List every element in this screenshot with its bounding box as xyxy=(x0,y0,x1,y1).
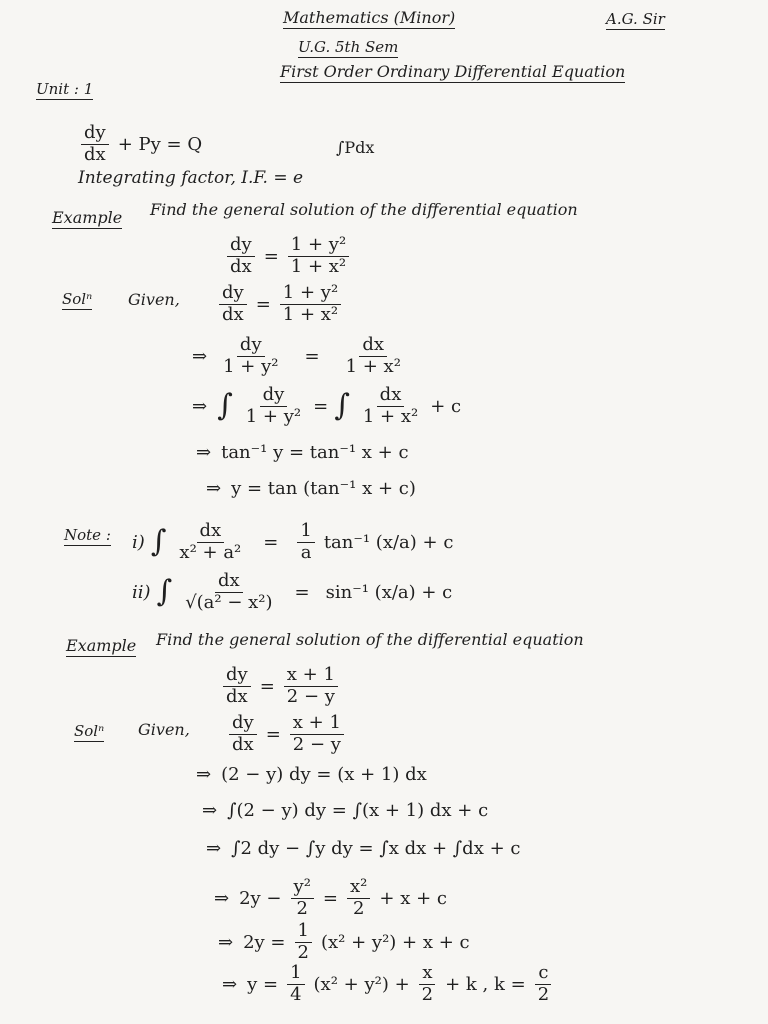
note-label: Note : xyxy=(64,526,111,544)
if-exponent: ∫Pdx xyxy=(336,138,375,157)
solution1-step4: ⇒ tan⁻¹ y = tan⁻¹ x + c xyxy=(196,442,409,463)
author-name: A.G. Sir xyxy=(606,10,665,28)
solution1-label: Solⁿ xyxy=(62,290,93,308)
solution2-step1: $\frac{dy}{dx}$ = $\frac{x + 1}{2 - y}$ xyxy=(226,714,347,755)
dy-numerator: dy xyxy=(81,124,109,145)
solution2-step6: ⇒ 2y = $\frac{1}{2}$ (x² + y²) + x + c xyxy=(218,920,470,963)
semester-label: U.G. 5th Sem xyxy=(298,38,399,56)
example2-label: Example xyxy=(66,636,137,655)
given1-word: Given, xyxy=(128,290,180,309)
solution2-step5: ⇒ 2y − $\frac{\text{y²}}{2}$ = $\frac{\text{x²}}{2}$ + x + c xyxy=(214,876,447,919)
solution1-step2: ⇒ $\frac{dy}{\text{1 + y²}}$ = $\frac{dx}{\text{1 + x²}}$ xyxy=(192,334,401,377)
dx-denominator: dx xyxy=(84,143,106,165)
example2-given-equation: $\frac{dy}{dx}$ = $\frac{x + 1}{2 - y}$ xyxy=(220,666,341,707)
solution1-step1: $\frac{dy}{dx}$ = $\frac{\text{1 + y²}}{\text{1 + x²}}$ xyxy=(216,284,344,325)
example1-text: Find the general solution of the differential equation xyxy=(150,200,578,219)
note1-formula: i) ∫ $\frac{dx}{\text{x² + a²}}$ = $\frac{1}{a}$ tan⁻¹ (x/a) + c xyxy=(132,520,454,563)
solution2-step7: ⇒ y = $\frac{1}{4}$ (x² + y²) + $\frac{x}{2}$ + k , k = $\frac{c}{2}$ xyxy=(222,964,555,1005)
solution1-step3: ⇒ ∫ $\frac{dy}{\text{1 + y²}}$ = ∫ $\frac{dx}{\text{1 + x²}}$ + c xyxy=(192,384,462,427)
standard-form-equation xyxy=(78,124,202,165)
solution2-step2: ⇒ (2 − y) dy = (x + 1) dx xyxy=(196,764,427,785)
equation-rest: + Py = Q xyxy=(117,133,203,155)
unit-label: Unit : 1 xyxy=(36,80,94,98)
given2-word: Given, xyxy=(138,720,190,739)
topic-title: First Order Ordinary Differential Equation xyxy=(280,62,626,81)
integrating-factor-line: Integrating factor, I.F. = e xyxy=(78,168,304,188)
subject-title: Mathematics (Minor) xyxy=(283,8,456,27)
example1-label: Example xyxy=(52,208,123,227)
example2-text: Find the general solution of the differential equation xyxy=(156,630,584,649)
solution2-step4: ⇒ ∫2 dy − ∫y dy = ∫x dx + ∫dx + c xyxy=(206,838,521,859)
solution2-step3: ⇒ ∫(2 − y) dy = ∫(x + 1) dx + c xyxy=(202,800,489,821)
note2-formula: ii) ∫ $\frac{dx}{\text{√(a² − x²)}}$ = sin⁻¹ (x/a) + c xyxy=(132,570,453,613)
solution2-label: Solⁿ xyxy=(74,722,105,740)
example1-given-equation: $\frac{dy}{dx}$ = $\frac{\text{1 + y²}}{\text{1 + x²}}$ xyxy=(224,236,352,277)
solution1-step5: ⇒ y = tan (tan⁻¹ x + c) xyxy=(206,478,416,499)
